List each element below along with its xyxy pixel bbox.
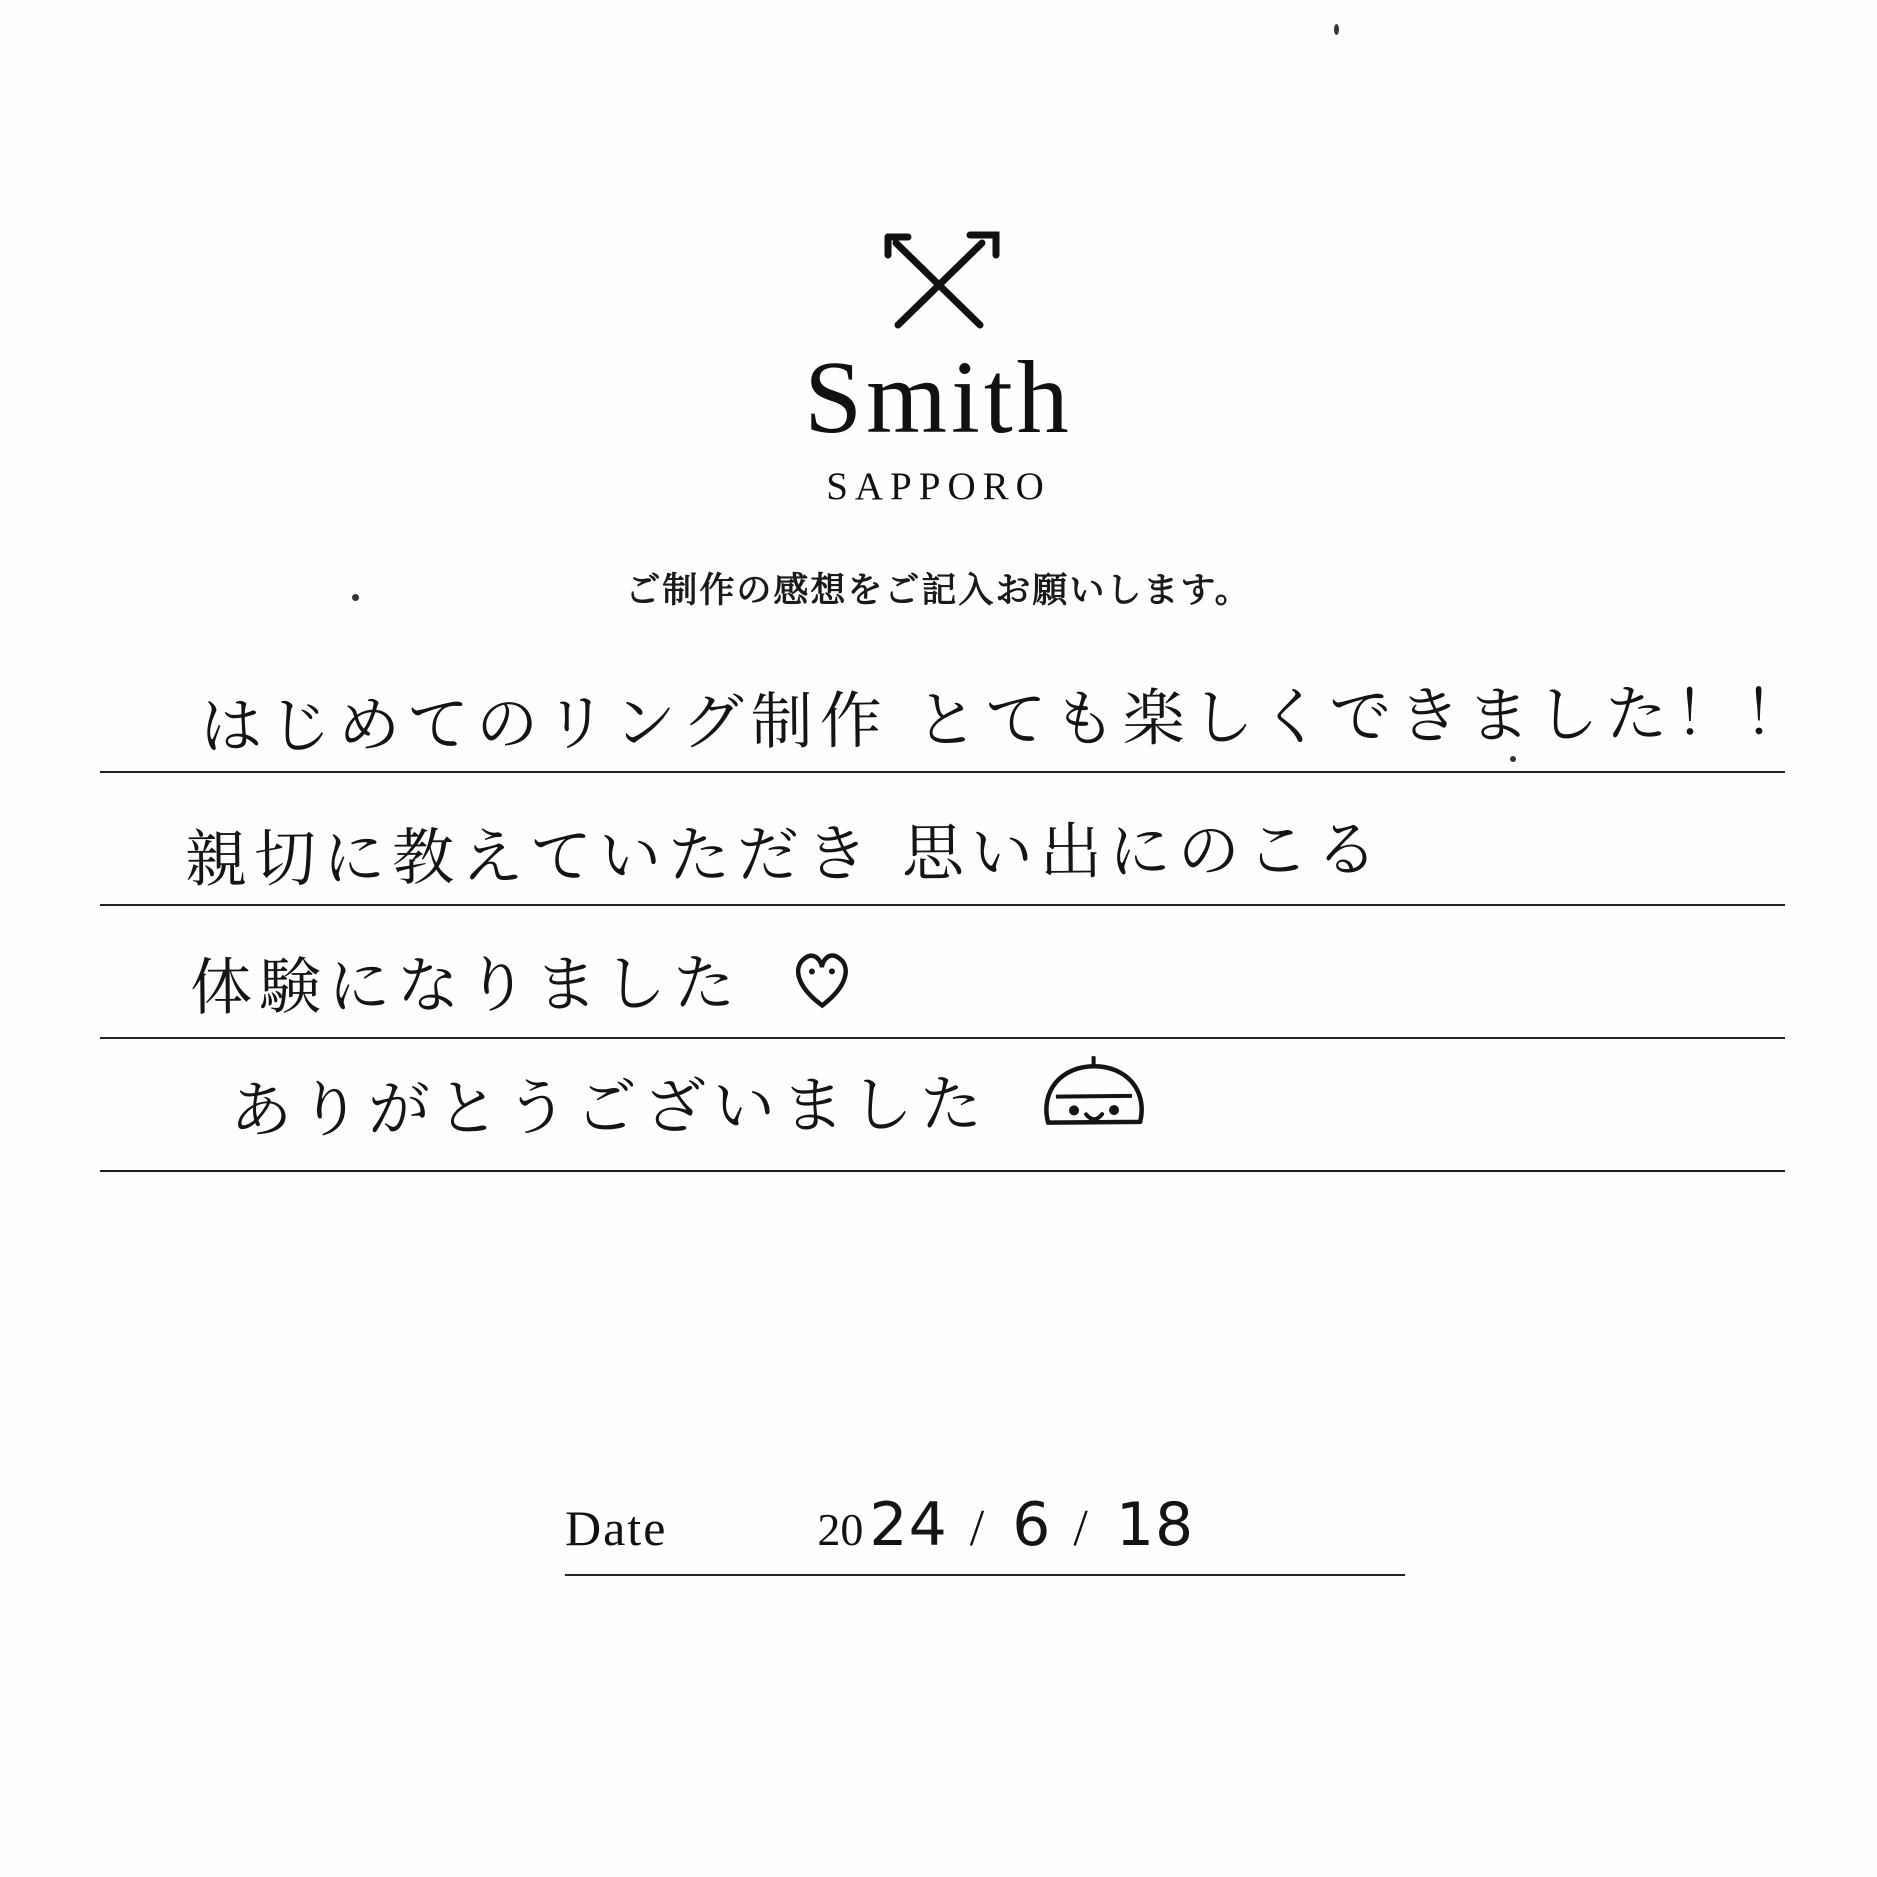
handwriting-line (100, 1039, 1785, 1172)
handwriting-line (100, 906, 1785, 1039)
form-instruction: ご制作の感想をご記入お願いします。 (625, 571, 1252, 611)
handwriting-line (100, 640, 1813, 773)
brand-header (0, 225, 1877, 613)
date-month-value: 6 (1012, 1490, 1052, 1560)
handwriting-text: はじめてのリング制作 とても楽しくできました！！ (199, 675, 1813, 763)
rule-line (100, 1170, 1785, 1172)
date-label: Date (565, 1500, 668, 1556)
handwriting-text: 体験になりました (189, 945, 743, 1024)
date-century-prefix: 20 (817, 1504, 864, 1555)
handwriting-area (100, 640, 1813, 1172)
date-separator: / (1073, 1500, 1088, 1557)
date-rule-line (565, 1574, 1405, 1576)
handwriting-text: 親切に教えていただき 思い出にのこる (184, 812, 1386, 896)
hammer-and-chisel-cross-icon (874, 225, 1004, 340)
brand-location: SAPPORO (826, 465, 1051, 508)
date-year-value: 24 (869, 1490, 948, 1560)
scan-speck (1334, 24, 1339, 35)
date-field (565, 1490, 1405, 1576)
heart-doodle-icon (786, 945, 857, 1027)
date-day-value: 18 (1115, 1490, 1195, 1560)
handwriting-line (100, 773, 1785, 906)
handwriting-line-with-doodle (100, 1046, 1877, 1166)
date-separator: / (969, 1500, 985, 1557)
brand-name: Smith (804, 340, 1073, 455)
handwriting-text: ありがとうございました (229, 1066, 990, 1147)
smiley-face-doodle-icon (1033, 1056, 1154, 1158)
handwriting-line-with-doodle (100, 923, 1876, 1033)
